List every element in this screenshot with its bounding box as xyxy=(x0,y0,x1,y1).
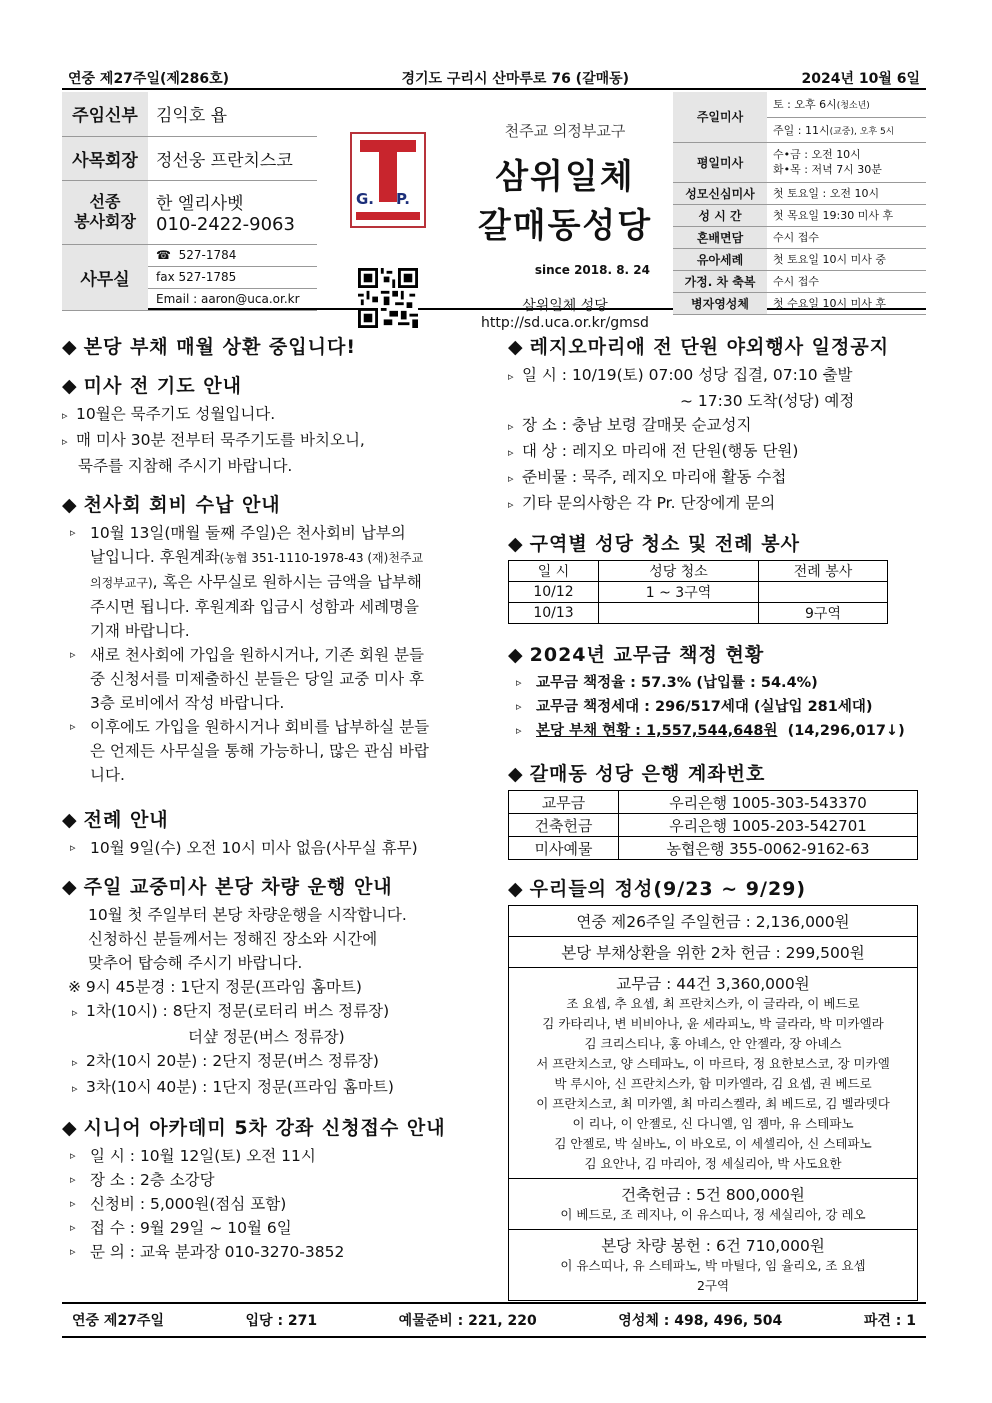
diamond-icon: ◆ xyxy=(508,644,524,666)
website-link[interactable]: http://sd.uca.or.kr/gmsd xyxy=(481,315,649,331)
offering-heading: ◆ 우리들의 정성(9/23 ~ 9/29) xyxy=(508,878,807,900)
diocese-name: 천주교 의정부교구 xyxy=(504,122,626,140)
table-header: 일 시 xyxy=(509,561,599,582)
shuttle-stop: ▹ 3차(10시 40분) : 1단지 정문(프라임 홈마트) xyxy=(62,1075,494,1101)
triangle-icon: ▹ xyxy=(70,1245,76,1258)
table-row: 10/12 1 ~ 3구역 xyxy=(509,582,888,603)
parish-logo: G. P. xyxy=(350,132,426,228)
home-blessing-label: 가정. 차 축복 xyxy=(673,270,767,292)
triangle-icon: ▹ xyxy=(70,1173,76,1186)
holy-hour-label: 성 시 간 xyxy=(673,204,767,226)
staff-info xyxy=(62,92,317,311)
mission-label: 선종 봉사회장 xyxy=(62,180,148,244)
offering-box xyxy=(508,905,918,1301)
academy-item: ▹ 신청비 : 5,000원(점심 포함) xyxy=(62,1192,494,1216)
offering-row: 본당 부채상환을 위한 2차 헌금 : 299,500원 xyxy=(509,937,917,968)
issue-label: 연중 제27주일(제286호) xyxy=(68,71,230,87)
council-label: 사목회장 xyxy=(62,136,148,180)
triangle-icon: ▹ xyxy=(508,498,514,511)
home-blessing: 수시 접수 xyxy=(767,270,926,292)
footer-entrance: 입당 : 271 xyxy=(245,1313,318,1329)
diamond-icon: ◆ xyxy=(508,533,524,555)
footer-communion: 영성체 : 498, 496, 504 xyxy=(618,1313,783,1329)
triangle-icon: ▹ xyxy=(508,370,514,383)
legio-heading: ◆ 레지오마리애 전 단원 야외행사 일정공지 xyxy=(508,336,890,358)
angel-heading: ◆ 천사회 회비 수납 안내 xyxy=(62,494,281,516)
academy-item: ▹ 문 의 : 교육 분과장 010-3270-3852 xyxy=(62,1240,494,1264)
legio-line: ▹ 일 시 : 10/19(토) 07:00 성당 집결, 07:10 출발 xyxy=(508,363,928,389)
triangle-icon: ▹ xyxy=(516,724,522,737)
legio-line: ▹ 준비물 : 묵주, 레지오 마리애 활동 수첩 xyxy=(508,465,928,491)
pastor-name: 김익호 욥 xyxy=(148,92,317,136)
academy-item: ▹ 접 수 : 9월 29일 ~ 10월 6일 xyxy=(62,1216,494,1240)
diamond-icon: ◆ xyxy=(508,763,524,785)
table-header: 전례 봉사 xyxy=(759,561,888,582)
founded-date: since 2018. 8. 24 xyxy=(534,263,650,277)
triangle-icon: ▹ xyxy=(70,841,76,854)
bulletin-page xyxy=(62,68,926,1329)
legio-line: ▹ 대 상 : 레지오 마리애 전 단원(행동 단원) xyxy=(508,439,928,465)
parish-title-block xyxy=(460,120,670,331)
pledge-heading: ◆ 2024년 교무금 책정 현황 xyxy=(508,644,765,666)
header xyxy=(62,90,926,331)
triangle-icon: ▹ xyxy=(70,720,76,733)
footer-week: 연중 제27주일 xyxy=(72,1313,164,1329)
pastor-label: 주임신부 xyxy=(62,92,148,136)
triangle-icon: ▹ xyxy=(508,420,514,433)
diamond-icon: ◆ xyxy=(62,375,78,397)
triangle-icon: ▹ xyxy=(70,1221,76,1234)
council-name: 정선웅 프란치스코 xyxy=(148,136,317,180)
triangle-icon: ▹ xyxy=(508,472,514,485)
diamond-icon: ◆ xyxy=(62,876,78,898)
triangle-icon: ▹ xyxy=(62,409,68,422)
diamond-icon: ◆ xyxy=(62,494,78,516)
triangle-icon: ▹ xyxy=(70,526,76,539)
shuttle-heading: ◆ 주일 교중미사 본당 차량 운행 안내 xyxy=(62,876,393,898)
pledge-item: ▹ 교무금 책정세대 : 296/517세대 (실납입 281세대) xyxy=(508,695,928,719)
shuttle-text: 10월 첫 주일부터 본당 차량운행을 시작합니다. xyxy=(88,906,407,924)
offering-row: 교무금 : 44건 3,360,000원 조 요셉, 추 요셉, 최 프란치스카, 이 글라라, 이 베드로 김 카타리나, 변 비비아나, 윤 세라피노, 박 글라라, 박 미카엘라 김 크리스티나, 홍 아녜스, 안 안젤라, 장 아녜스 서 프란치스코, 양 스테파노, 이 마르타, 정 요한보스코, 장 미카엘 박 루시아, 신 프란치스카, 함 미카엘라, 김 요셉, 권 베드로 이 프란치스코, 최 미카엘, 최 마리스켈라, 최 베드로, 김 벨라뎃다 이 리나, 이 안젤로, 신 다니엘, 임 젬마, 유 스테파노 김 안젤로, 박 실바노, 이 바오로, 이 세셀리아, 신 스테파노 김 요안나, 김 마리아, 정 세실리아, 박 사도요한 xyxy=(509,968,917,1179)
triangle-icon: ▹ xyxy=(70,1197,76,1210)
table-row: 건축헌금 우리은행 1005-203-542701 xyxy=(509,814,918,837)
parish-title: 삼위일체 xyxy=(495,157,635,197)
issue-date: 2024년 10월 6일 xyxy=(801,71,920,87)
bank-table xyxy=(508,790,918,860)
liturgy-item: ▹ 10월 9일(수) 오전 10시 미사 없음(사무실 휴무) xyxy=(62,836,494,860)
holy-hour: 첫 목요일 19:30 미사 후 xyxy=(767,204,926,226)
prayer-line: 묵주를 지참해 주시기 바랍니다. xyxy=(78,457,293,475)
offering-row: 연중 제26주일 주일헌금 : 2,136,000원 xyxy=(509,906,917,937)
sunday-mass: 주일 : 11시(교중), 오후 5시 xyxy=(767,117,926,142)
weekday-mass: 수•금 : 오전 10시 화•목 : 저녁 7시 30분 xyxy=(767,142,926,182)
mass-schedule xyxy=(673,92,926,315)
sick-communion-label: 병자영성체 xyxy=(673,292,767,314)
sick-communion: 첫 수요일 10시 미사 후 xyxy=(767,292,926,314)
diamond-icon: ◆ xyxy=(62,1117,78,1139)
cleaning-table xyxy=(508,560,888,624)
pledge-item: ▹ 교무금 책정율 : 57.3% (납입률 : 54.4%) xyxy=(508,671,928,695)
offering-row: 본당 차량 봉헌 : 6건 710,000원 이 유스띠나, 유 스테파노, 박 마틸다, 임 율리오, 조 요셉 2구역 xyxy=(560,1237,866,1293)
sunday-mass-label: 주일미사 xyxy=(673,92,767,142)
footer-dismissal: 파견 : 1 xyxy=(863,1313,916,1329)
shuttle-stop: ▹ 2차(10시 20분) : 2단지 정문(버스 정류장) xyxy=(62,1049,494,1075)
shuttle-text: 신청하신 분들께서는 정해진 장소와 시간에 xyxy=(88,930,378,948)
bank-heading: ◆ 갈매동 성당 은행 계좌번호 xyxy=(508,763,766,785)
diamond-icon: ◆ xyxy=(508,878,524,900)
diamond-icon: ◆ xyxy=(62,809,78,831)
infant-baptism: 첫 토요일 10시 미사 중 xyxy=(767,248,926,270)
triangle-icon: ▹ xyxy=(72,1056,78,1069)
diamond-icon: ◆ xyxy=(508,336,524,358)
office-label: 사무실 xyxy=(62,244,148,310)
table-header: 성당 청소 xyxy=(599,561,759,582)
office-contacts: ☎ 527-1784 fax 527-1785 Email : aaron@uca.or.kr xyxy=(148,244,317,310)
triangle-icon: ▹ xyxy=(72,1006,78,1019)
prayer-line: ▹ 10월은 묵주기도 성월입니다. xyxy=(62,402,494,428)
marriage: 수시 접수 xyxy=(767,226,926,248)
shuttle-stop: ▹ 1차(10시) : 8단지 정문(로터리 버스 정류장) xyxy=(62,999,494,1025)
triangle-icon: ▹ xyxy=(62,435,68,448)
left-column xyxy=(62,328,494,1264)
angel-item: ▹ 이후에도 가입을 원하시거나 회비를 납부하실 분들 은 언제든 사무실을 통해 가능하니, 많은 관심 바랍 니다. xyxy=(62,715,494,787)
debt-heading: ◆ 본당 부채 매월 상환 중입니다! xyxy=(62,336,356,358)
legio-line: ▹ 장 소 : 충남 보령 갈매못 순교성지 xyxy=(508,413,928,439)
qr-code-icon[interactable] xyxy=(358,268,418,328)
triangle-icon: ▹ xyxy=(516,676,522,689)
academy-heading: ◆ 시니어 아카데미 5차 강좌 신청접수 안내 xyxy=(62,1117,446,1139)
phone-icon: ☎ xyxy=(156,247,171,262)
diamond-icon: ◆ xyxy=(62,336,78,358)
address: 경기도 구리시 산마루로 76 (갈매동) xyxy=(401,71,630,87)
saturday-mass: 토 : 오후 6시(청소년) xyxy=(767,92,926,117)
shuttle-stop: 더샾 정문(버스 정류장) xyxy=(188,1028,345,1046)
heart-mass: 첫 토요일 : 오전 10시 xyxy=(767,182,926,204)
liturgy-heading: ◆ 전례 안내 xyxy=(62,809,169,831)
triangle-icon: ▹ xyxy=(70,648,76,661)
academy-item: ▹ 장 소 : 2층 소강당 xyxy=(62,1168,494,1192)
angel-item: ▹ 새로 천사회에 가입을 원하시거나, 기존 회원 분들 중 신청서를 미제출하신 분들은 당일 교중 미사 후 3층 로비에서 작성 바랍니다. xyxy=(62,643,494,715)
triangle-icon: ▹ xyxy=(72,1082,78,1095)
infant-baptism-label: 유아세례 xyxy=(673,248,767,270)
table-row: 교무금 우리은행 1005-303-543370 xyxy=(509,791,918,814)
shuttle-stop: ※ 9시 45분경 : 1단지 정문(프라임 홈마트) xyxy=(68,978,362,996)
triangle-icon: ▹ xyxy=(70,1149,76,1162)
shuttle-text: 맞추어 탑승해 주시기 바랍니다. xyxy=(88,954,303,972)
footer xyxy=(62,1302,926,1338)
marriage-label: 혼배면담 xyxy=(673,226,767,248)
footer-offertory: 예물준비 : 221, 220 xyxy=(398,1313,537,1329)
table-row: 미사예물 농협은행 355-0062-9162-63 xyxy=(509,837,918,860)
prayer-heading: ◆ 미사 전 기도 안내 xyxy=(62,375,242,397)
triangle-icon: ▹ xyxy=(516,700,522,713)
legio-line: ▹ 기타 문의사항은 각 Pr. 단장에게 문의 xyxy=(508,491,928,517)
website-title: 삼위일체 성당 xyxy=(522,298,608,314)
pledge-item: ▹ 본당 부채 현황 : 1,557,544,648원 (14,296,017↓) xyxy=(508,719,928,743)
heart-mass-label: 성모신심미사 xyxy=(673,182,767,204)
right-column xyxy=(508,328,928,1301)
top-bar xyxy=(62,68,926,90)
offering-row: 건축헌금 : 5건 800,000원 이 베드로, 조 레지나, 이 유스띠나, 정 세실리아, 강 레오 xyxy=(509,1179,917,1230)
weekday-mass-label: 평일미사 xyxy=(673,142,767,182)
angel-item: ▹ 10월 13일(매월 둘째 주일)은 천사회비 납부의 날입니다. 후원계좌(농협 351-1110-1978-43 (재)천주교 의정부교구), 혹은 사무실로 원하시는 금액을 납부해 주시면 됩니다. 후원계좌 입금시 성함과 세례명을 기재 바랍니다. xyxy=(62,521,494,643)
legio-line: ~ 17:30 도착(성당) 예정 xyxy=(680,392,855,410)
prayer-line: ▹ 매 미사 30분 전부터 묵주기도를 바치오니, xyxy=(62,428,494,454)
parish-subtitle: 갈매동성당 xyxy=(477,206,653,246)
cleaning-heading: ◆ 구역별 성당 청소 및 전례 봉사 xyxy=(508,533,800,555)
mission-info: 한 엘리사벳 010-2422-9063 xyxy=(148,180,317,244)
academy-item: ▹ 일 시 : 10월 12일(토) 오전 11시 xyxy=(62,1144,494,1168)
table-row: 10/13 9구역 xyxy=(509,603,888,624)
triangle-icon: ▹ xyxy=(508,446,514,459)
